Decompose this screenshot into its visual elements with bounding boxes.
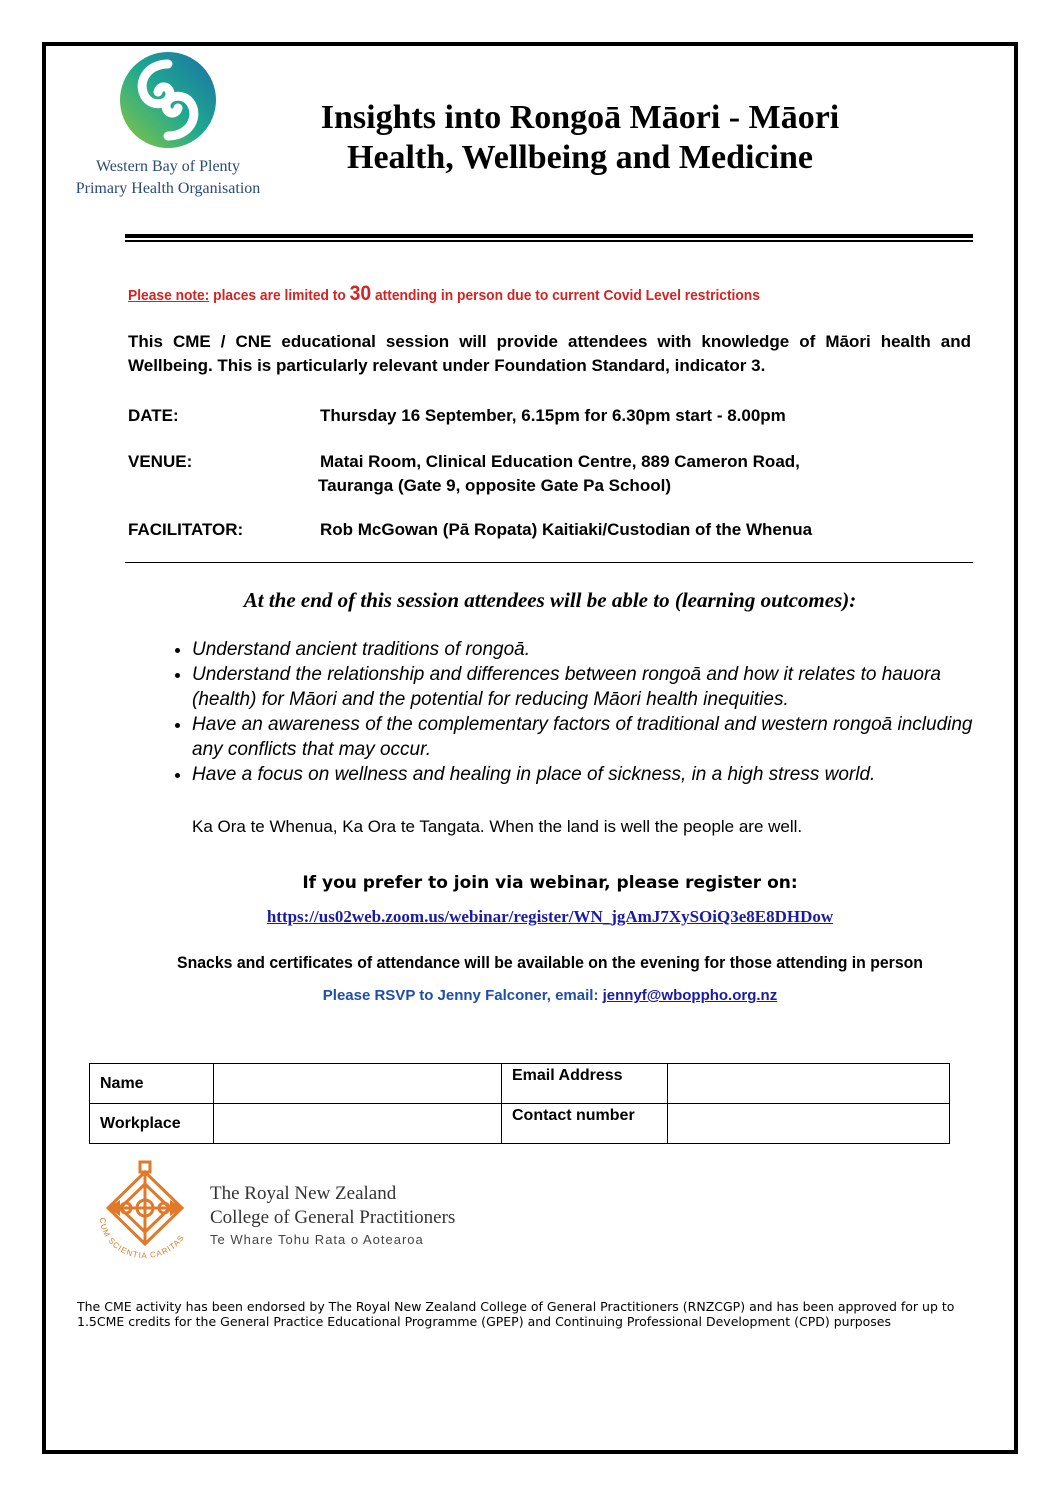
name-label: Name <box>90 1064 214 1104</box>
table-row <box>90 1104 950 1144</box>
title-line2: Health, Wellbeing and Medicine <box>347 139 813 176</box>
venue-value <box>320 450 960 498</box>
outcomes-list <box>170 637 992 787</box>
notice-text-after: attending in person due to current Covid Level restrictions <box>371 287 760 304</box>
workplace-label: Workplace <box>90 1104 214 1144</box>
notice-number: 30 <box>349 282 372 305</box>
college-line1: The Royal New Zealand <box>210 1183 397 1204</box>
endorsement-text: The CME activity has been endorsed by The Royal New Zealand College of General Practitioners (RNZCGP) and has been approved for up to 1.5CME credits for the General Practice Educational Programme (GPEP) and Continuing Professional Development (CPD) purposes <box>77 1299 955 1329</box>
pho-logo <box>58 50 278 200</box>
rsvp-line <box>130 987 970 1004</box>
college-line2: College of General Practitioners <box>210 1207 456 1228</box>
rsvp-email-link[interactable]: jennyf@wboppho.org.nz <box>602 987 778 1004</box>
college-motto: CUM SCIENTIA CARITAS <box>97 1217 187 1260</box>
notice-label: Please note: <box>128 287 210 304</box>
email-address-label: Email Address <box>502 1064 668 1104</box>
venue-line2: Tauranga (Gate 9, opposite Gate Pa School) <box>318 476 671 495</box>
registration-form <box>89 1063 950 1144</box>
koru-logo-icon <box>116 50 220 150</box>
name-field[interactable] <box>214 1064 502 1104</box>
list-item: • Have an awareness of the complementary factors of traditional and western rongoā including any conflicts that may occur. <box>192 712 992 762</box>
list-item: • Understand ancient traditions of rongoā. <box>192 637 992 662</box>
svg-text:CUM SCIENTIA CARITAS <box>98 1217 186 1260</box>
venue-label: VENUE: <box>128 452 193 471</box>
college-line3: Te Whare Tohu Rata o Aotearoa <box>210 1232 424 1247</box>
motto-text: Ka Ora te Whenua, Ka Ora te Tangata. When the land is well the people are well. <box>192 817 803 836</box>
title-line1: Insights into Rongoā Māori - Māori <box>320 99 840 136</box>
intro-paragraph: This CME / CNE educational session will provide attendees with knowledge of Māori health and Wellbeing. This is particularly relevant under Foundation Standard, indicator 3. <box>128 332 971 375</box>
facilitator-label: FACILITATOR: <box>128 520 244 539</box>
contact-number-field[interactable] <box>668 1104 950 1144</box>
org-name-line1: Western Bay of Plenty <box>95 158 240 175</box>
org-name-line2: Primary Health Organisation <box>75 180 261 197</box>
outcomes-heading: At the end of this session attendees will be able to (learning outcomes): <box>243 588 857 612</box>
header-divider <box>125 234 973 238</box>
webinar-register-link[interactable]: https://us02web.zoom.us/webinar/register/WN_jgAmJ7XySOiQ3e8E8DHDow <box>266 907 834 926</box>
section-divider <box>125 562 973 563</box>
email-address-field[interactable] <box>668 1064 950 1104</box>
venue-line1: Matai Room, Clinical Education Centre, 889 Cameron Road, <box>320 452 800 471</box>
page-title <box>290 98 870 178</box>
contact-number-label: Contact number <box>502 1104 668 1144</box>
snacks-notice: Snacks and certificates of attendance will be available on the evening for those attending in person <box>177 953 923 972</box>
header-divider-thin <box>125 240 973 242</box>
date-value: Thursday 16 September, 6.15pm for 6.30pm start - 8.00pm <box>320 406 786 425</box>
college-name <box>210 1182 455 1250</box>
webinar-heading: If you prefer to join via webinar, please register on: <box>302 873 798 893</box>
table-row <box>90 1064 950 1104</box>
facilitator-value: Rob McGowan (Pā Ropata) Kaitiaki/Custodian of the Whenua <box>320 520 813 539</box>
list-item: • Understand the relationship and differences between rongoā and how it relates to hauora (health) for Māori and the potential for reducing Māori health inequities. <box>192 662 992 712</box>
rnzcgp-crest-icon <box>86 1160 204 1260</box>
date-label: DATE: <box>128 406 179 425</box>
capacity-notice <box>128 282 760 306</box>
workplace-field[interactable] <box>214 1104 502 1144</box>
list-item: • Have a focus on wellness and healing in place of sickness, in a high stress world. <box>192 762 992 787</box>
rsvp-text: Please RSVP to Jenny Falconer, email: <box>322 987 603 1004</box>
notice-text-before: places are limited to <box>209 287 350 304</box>
